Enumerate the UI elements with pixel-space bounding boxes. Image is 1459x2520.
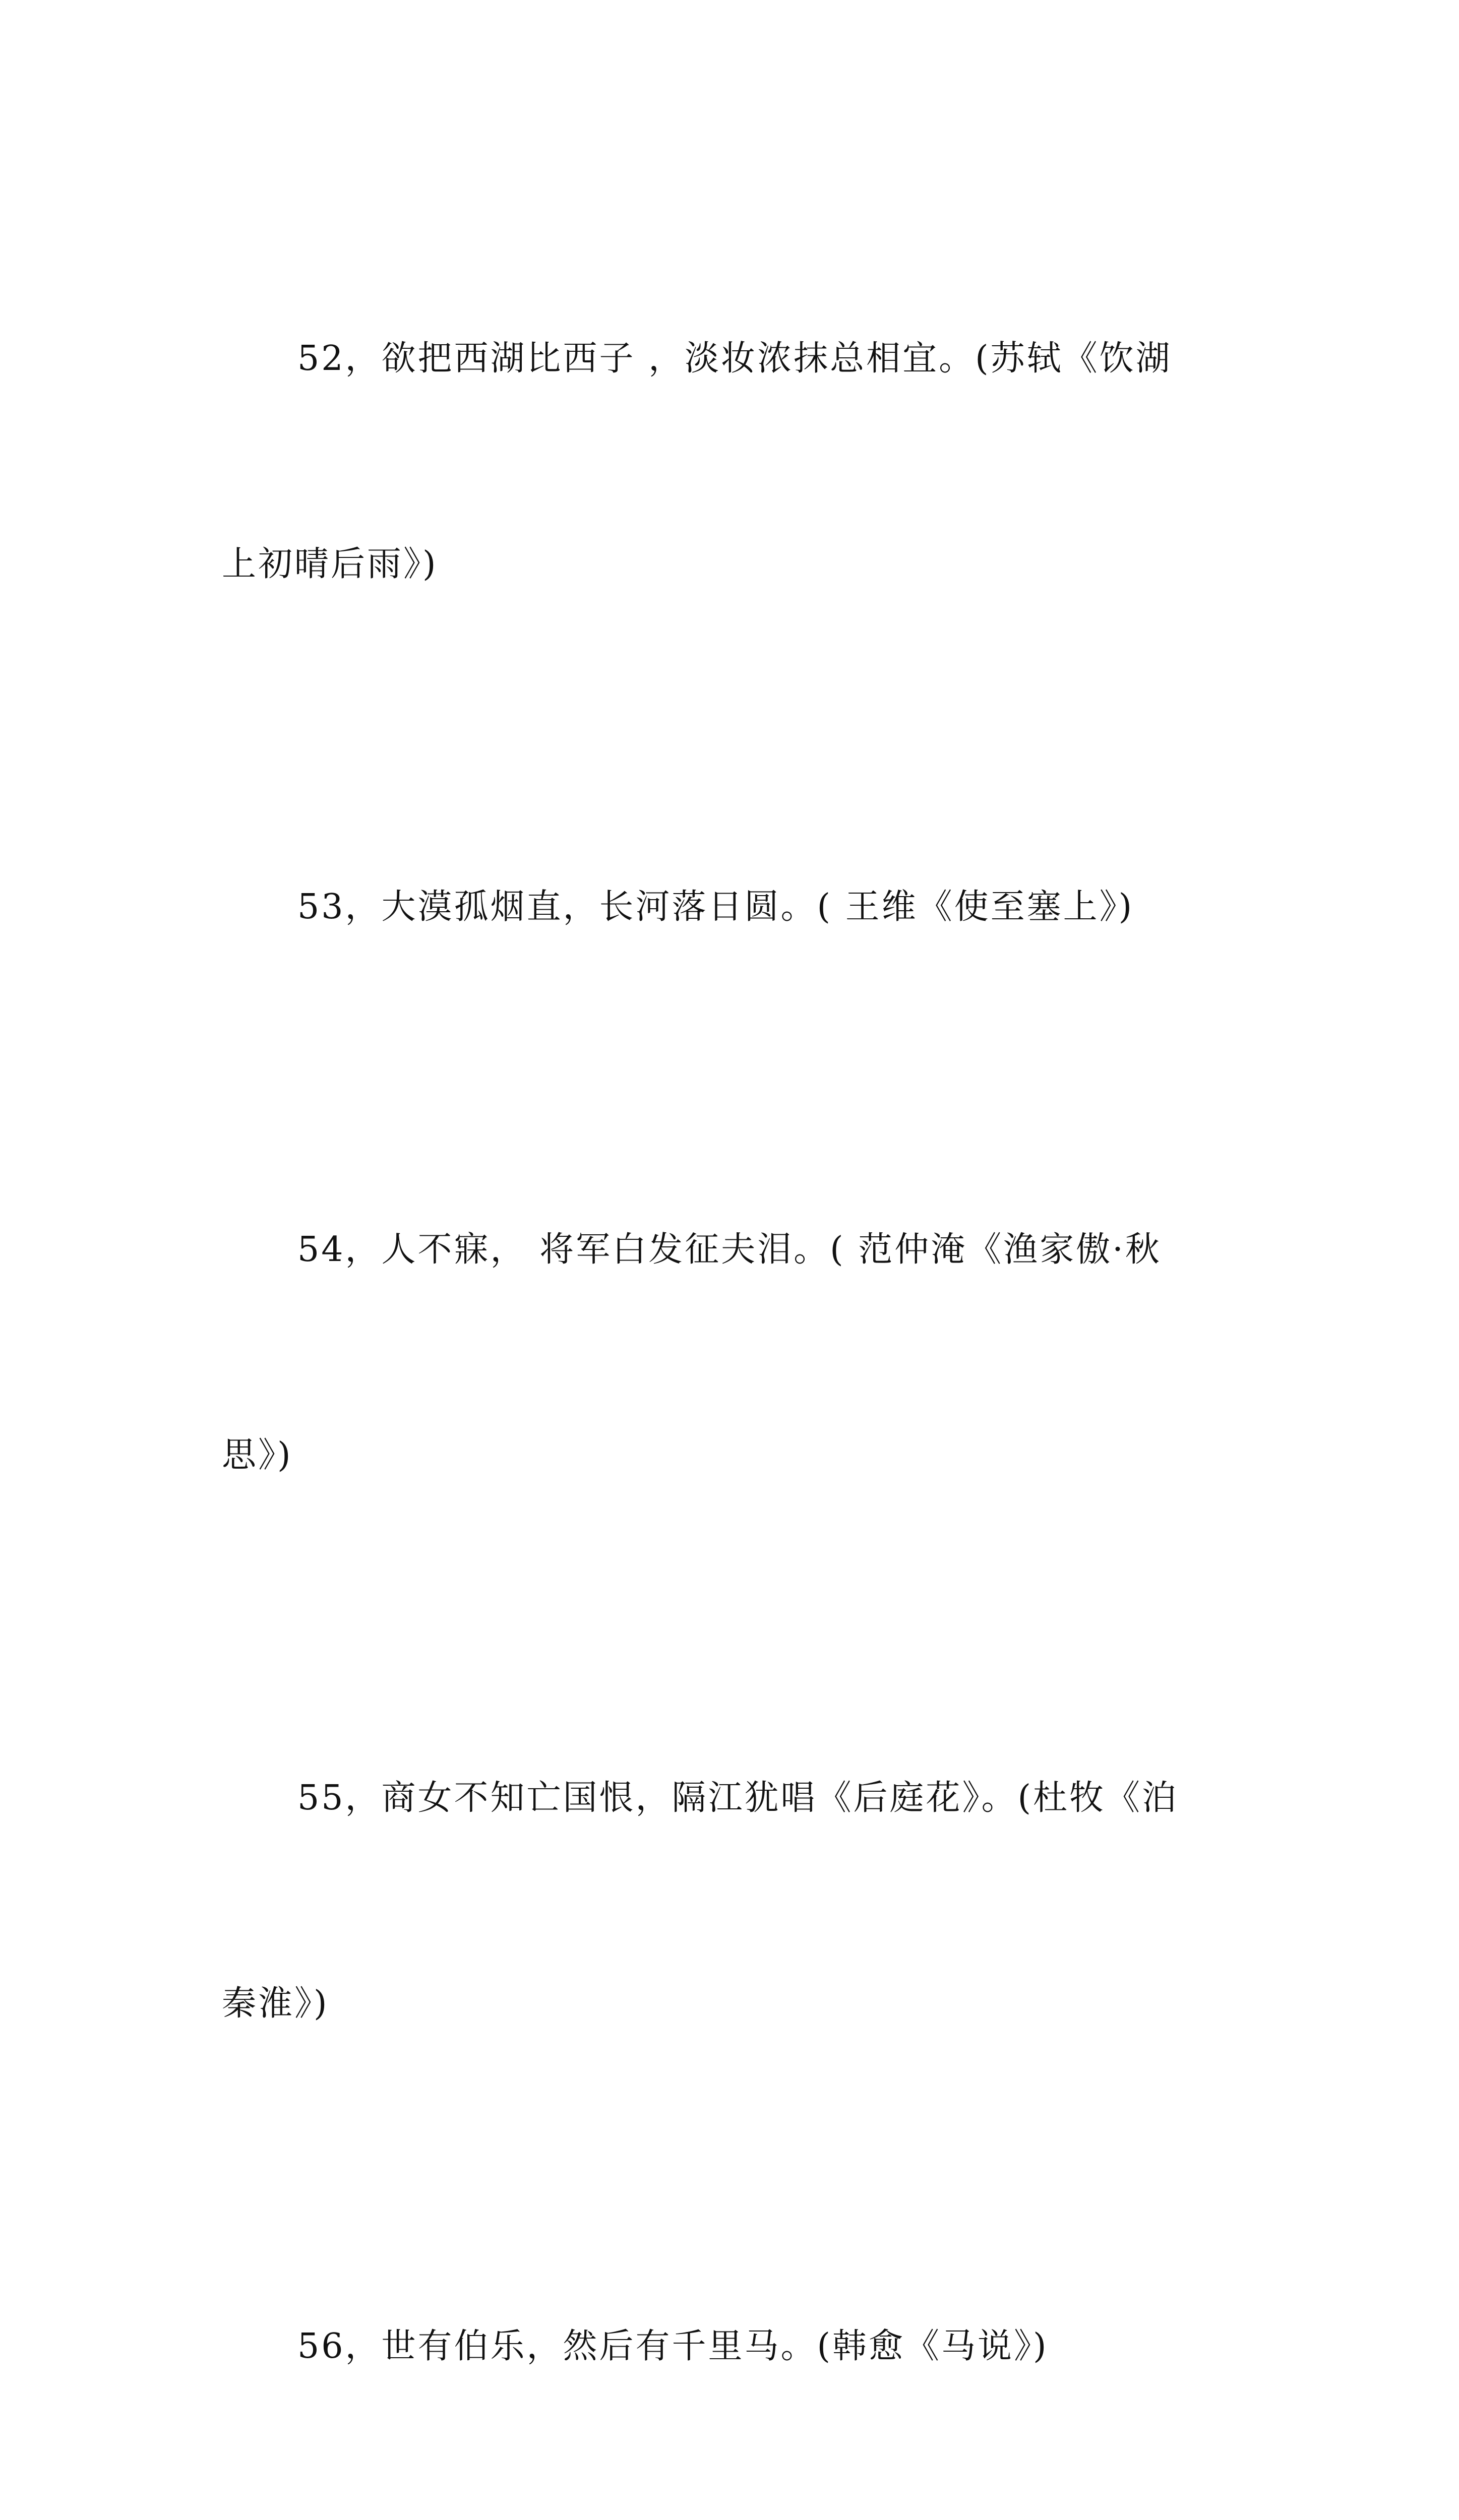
entry-line: 56，世有伯乐，然后有千里马。(韩愈《马说》) bbox=[297, 2326, 1049, 2366]
quote-entry-55 bbox=[222, 1627, 1240, 2175]
quote-entry-53 bbox=[222, 736, 1240, 1079]
quote-entry-56 bbox=[222, 2175, 1240, 2518]
entry-line: 55，商女不知亡国恨，隔江犹唱《后庭花》。(杜牧《泊 bbox=[297, 1778, 1179, 1818]
entry-line: 思》) bbox=[222, 1435, 293, 1475]
entry-line: 53，大漠孤烟直，长河落日圆。( 王维《使至塞上》) bbox=[297, 887, 1134, 927]
entry-line: 52，欲把西湖比西子 ，淡妆浓抹总相宜。(苏轼《饮湖 bbox=[297, 339, 1172, 379]
quote-entry-52 bbox=[222, 187, 1240, 736]
quote-entry-54 bbox=[222, 1079, 1240, 1627]
entry-line: 秦淮》) bbox=[222, 1984, 329, 2024]
entry-line: 54，人不寐， 将军白发征夫泪。( 范仲淹《渔家傲·秋 bbox=[297, 1230, 1162, 1270]
entry-line: 上初晴后雨》) bbox=[222, 544, 438, 584]
poem-quote-list bbox=[222, 187, 1240, 2520]
quote-entry-57 bbox=[222, 2518, 1240, 2520]
